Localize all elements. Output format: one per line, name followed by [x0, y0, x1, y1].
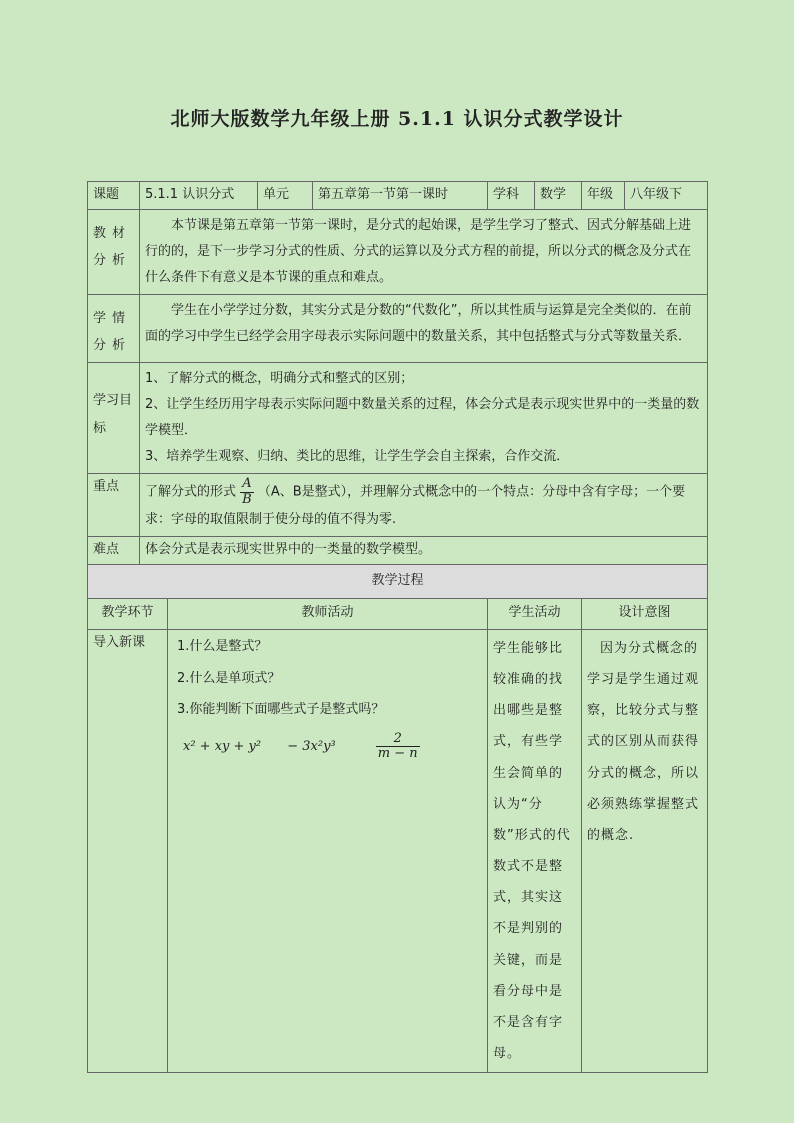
teacher-question: 2.什么是单项式？ [177, 670, 281, 686]
teacher-question: 1.什么是整式？ [177, 638, 268, 654]
subject-label: 学科 [488, 182, 535, 210]
grade-label: 年级 [582, 182, 625, 210]
unit-label: 单元 [258, 182, 313, 210]
key-text [140, 474, 708, 537]
header-stage: 教学环节 [88, 598, 168, 629]
fraction-a-over-b [240, 477, 254, 507]
process-section-title: 教学过程 [88, 564, 708, 598]
goal-item: 2、让学生经历用字母表示实际问题中数量关系的过程，体会分式是表示现实世界中的一类量的数学模型． [145, 397, 700, 439]
analysis-label: 教材分析 [88, 209, 140, 294]
header-student: 学生活动 [488, 598, 582, 629]
subject-value: 数学 [535, 182, 582, 210]
expression-3-denominator: m − n [377, 746, 418, 762]
difficulty-label: 难点 [88, 536, 140, 564]
difficulty-row [88, 536, 708, 564]
expression-list [183, 732, 482, 762]
design-intent: 因为分式概念的学习是学生通过观察，比较分式与整式的区别从而获得分式的概念，所以必须熟练掌握整式的概念. [582, 629, 708, 1073]
learner-row [88, 294, 708, 363]
stage-cell: 导入新课 [88, 629, 168, 1073]
course-value: 5.1.1 认识分式 [140, 182, 258, 210]
fraction-numerator: A [242, 476, 252, 492]
teacher-question: 3.你能判断下面哪些式子是整式吗？ [177, 702, 385, 718]
key-pre: 了解分式的形式 [145, 484, 237, 500]
key-post: （A、B是整式），并理解分式概念中的一个特点：分母中含有字母；一个要求：字母的取值限制于使分母的值不得为零. [145, 484, 686, 527]
learner-label: 学情分析 [88, 294, 140, 363]
learner-text: 学生在小学学过分数，其实分式是分数的“代数化”，所以其性质与运算是完全类似的．在前面的学习中学生已经学会用字母表示实际问题中的数量关系，其中包括整式与分式等数量关系． [140, 294, 708, 363]
goals-list [140, 363, 708, 474]
goal-item: 1、了解分式的概念，明确分式和整式的区别； [145, 371, 414, 387]
expression-2: − 3x²y³ [287, 738, 336, 754]
analysis-row [88, 209, 708, 294]
unit-value: 第五章第一节第一课时 [313, 182, 488, 210]
lesson-plan-table [87, 181, 708, 1073]
document-title: 北师大版数学九年级上册 5.1.1 认识分式教学设计 [170, 108, 624, 130]
process-section-row [88, 564, 708, 598]
fraction-denominator: B [242, 491, 252, 507]
key-label: 重点 [88, 474, 140, 537]
goal-item: 3、培养学生观察、归纳、类比的思维，让学生学会自主探索，合作交流． [145, 449, 570, 465]
grade-value: 八年级下 [625, 182, 708, 210]
intro-row [88, 629, 708, 1073]
expression-3 [376, 732, 442, 762]
teacher-activity [168, 629, 488, 1073]
difficulty-text: 体会分式是表示现实世界中的一类量的数学模型。 [140, 536, 708, 564]
key-row [88, 474, 708, 537]
header-design: 设计意图 [582, 598, 708, 629]
goals-label: 学习目标 [88, 363, 140, 474]
expression-1: x² + xy + y² [183, 738, 262, 754]
goals-row [88, 363, 708, 474]
analysis-text: 本节课是第五章第一节第一课时，是分式的起始课，是学生学习了整式、因式分解基础上进行的的，是下一步学习分式的性质、分式的运算以及分式方程的前提，所以分式的概念及分式在什么条件下有意义是本节课的重点和难点。 [140, 209, 708, 294]
info-row [88, 182, 708, 210]
header-teacher: 教师活动 [168, 598, 488, 629]
course-label: 课题 [88, 182, 140, 210]
process-header-row [88, 598, 708, 629]
student-activity: 学生能够比较准确的找出哪些是整式，有些学生会简单的认为“分数”形式的代数式不是整式，其实这不是判别的关键，而是看分母中是不是含有字母。 [488, 629, 582, 1073]
expression-3-numerator: 2 [393, 731, 402, 747]
